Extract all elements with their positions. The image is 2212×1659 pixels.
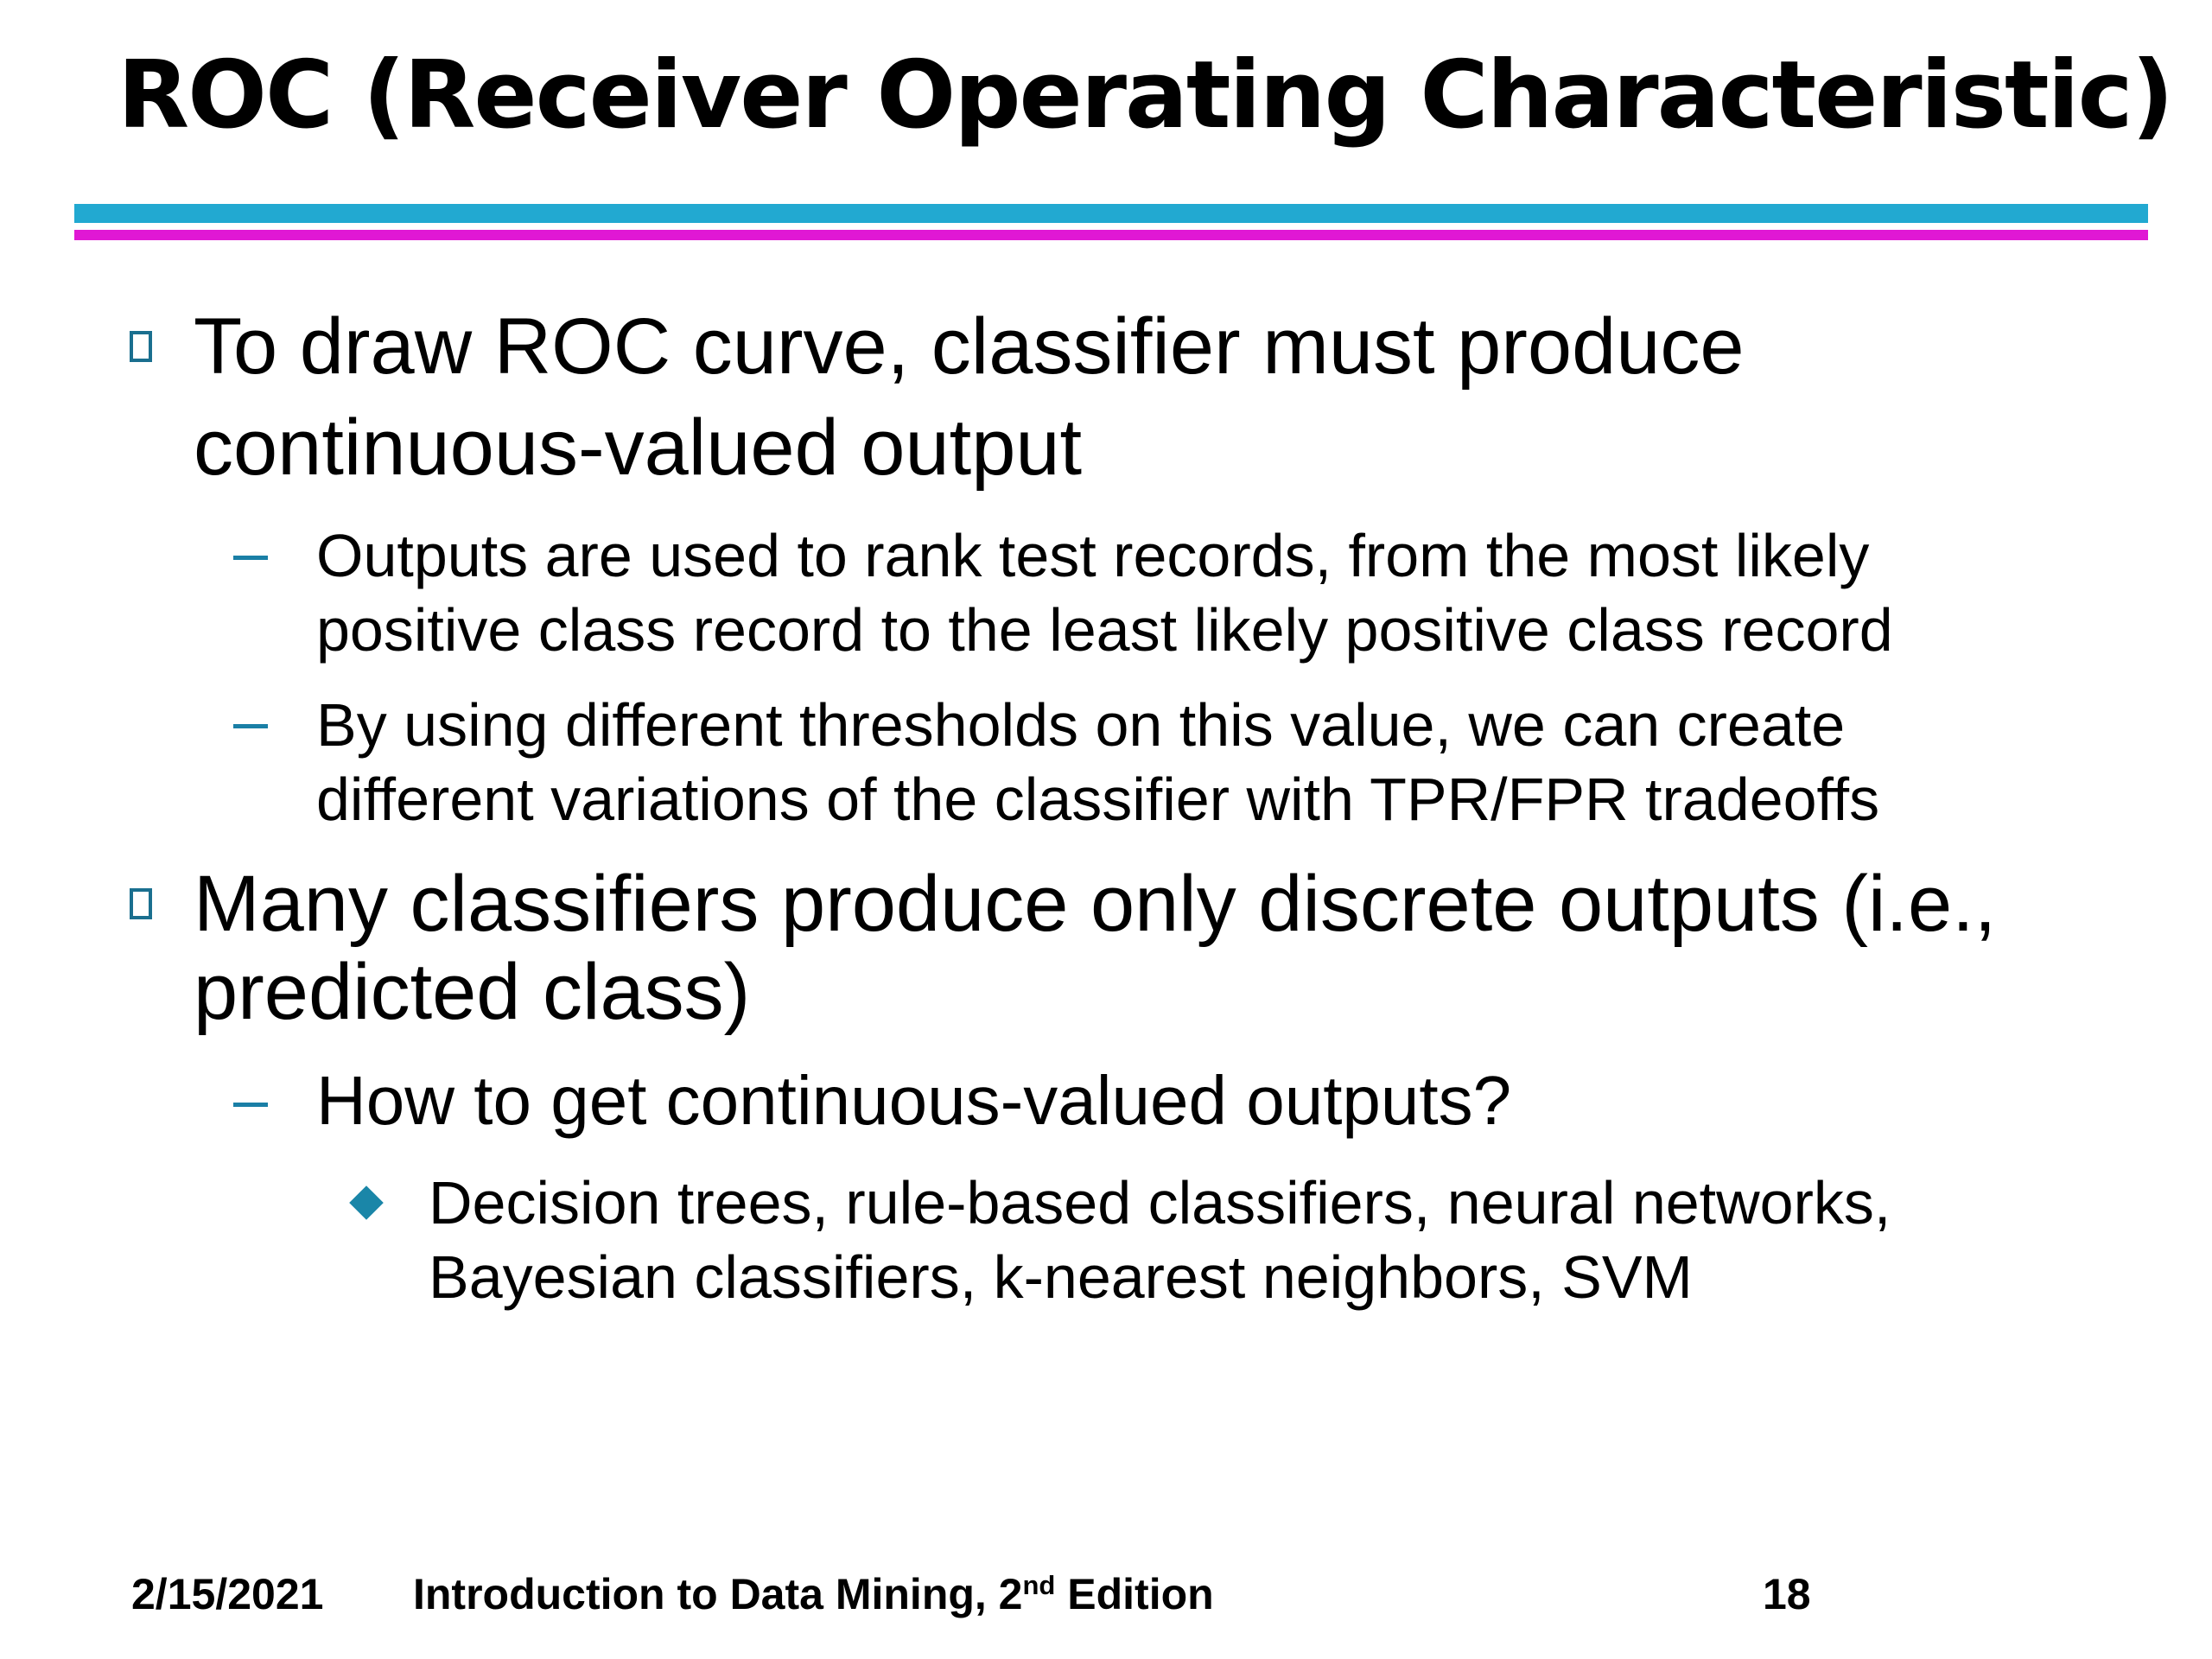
footer-book-title bbox=[413, 1569, 1214, 1619]
dash-bullet-icon bbox=[233, 1103, 268, 1107]
hollow-square-bullet-icon bbox=[130, 331, 152, 362]
sub-bullet-1-1-line-1: Outputs are used to rank test records, from the most likely bbox=[316, 522, 1870, 589]
dash-bullet-icon bbox=[233, 724, 268, 728]
sub-bullet-2-1-line-1: How to get continuous-valued outputs? bbox=[316, 1062, 1512, 1139]
sub-sub-bullet-2-1-1-line-2: Bayesian classifiers, k-nearest neighbors, SVM bbox=[429, 1243, 1693, 1311]
bullet-1-line-2: continuous-valued output bbox=[194, 404, 1083, 492]
bullet-1-line-1: To draw ROC curve, classifier must produce bbox=[194, 302, 1745, 391]
sub-bullet-1-2-line-2: different variations of the classifier with TPR/FPR tradeoffs bbox=[316, 766, 1880, 833]
bullet-2-line-2: predicted class) bbox=[194, 948, 751, 1036]
sub-bullet-1-1-line-2: positive class record to the least likely positive class record bbox=[316, 596, 1893, 664]
title-rule-cyan bbox=[74, 204, 2148, 223]
footer-book-prefix: Introduction to Data Mining, 2 bbox=[413, 1570, 1023, 1618]
slide-title: ROC (Receiver Operating Characteristic) bbox=[118, 41, 2172, 149]
hollow-square-bullet-icon bbox=[130, 888, 152, 919]
sub-bullet-1-2-line-1: By using different thresholds on this value, we can create bbox=[316, 691, 1846, 759]
footer-date: 2/15/2021 bbox=[131, 1570, 324, 1618]
footer-page-number: 18 bbox=[1763, 1570, 1811, 1618]
diamond-bullet-icon bbox=[349, 1185, 384, 1220]
footer-book-suffix: Edition bbox=[1055, 1570, 1214, 1618]
title-rule-magenta bbox=[74, 230, 2148, 240]
footer-book-superscript: nd bbox=[1022, 1569, 1056, 1600]
bullet-2-line-1: Many classifiers produce only discrete outputs (i.e., bbox=[194, 860, 1997, 948]
dash-bullet-icon bbox=[233, 556, 268, 560]
sub-sub-bullet-2-1-1-line-1: Decision trees, rule-based classifiers, neural networks, bbox=[429, 1169, 1891, 1236]
